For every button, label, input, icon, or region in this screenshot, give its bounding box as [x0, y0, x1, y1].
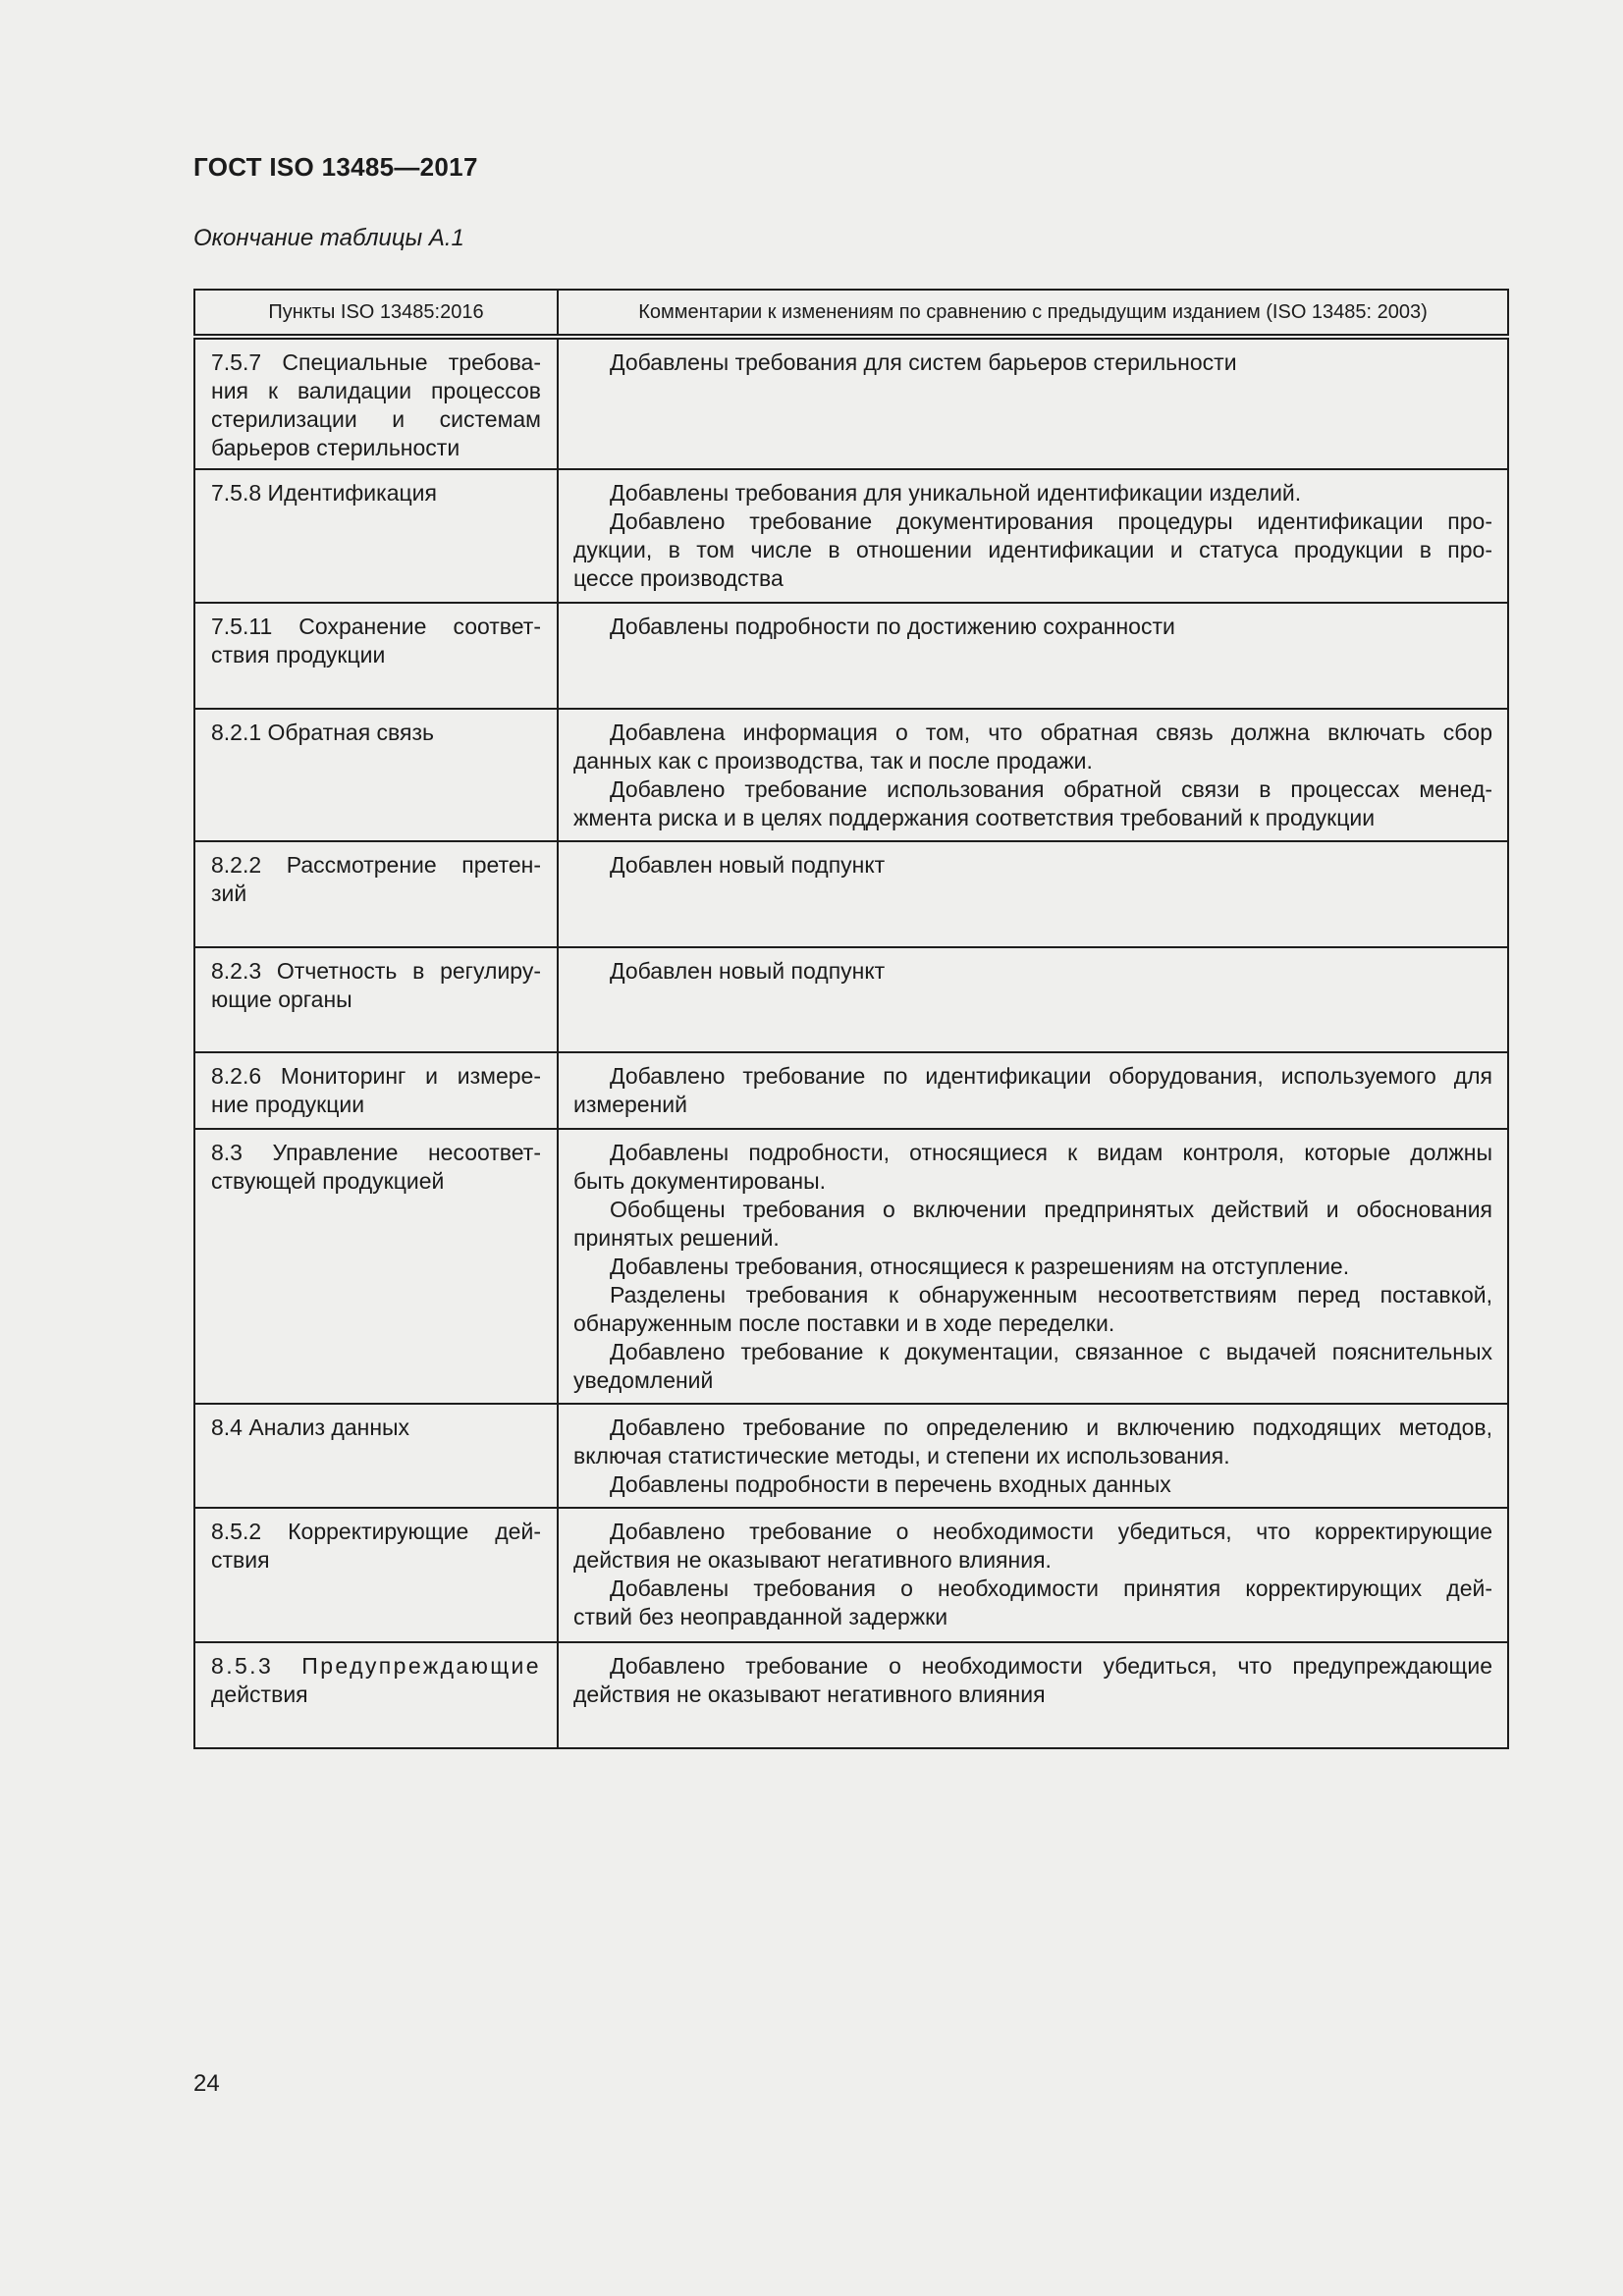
clause-cell	[194, 603, 558, 709]
text-line: Добавлено требование документирования процедуры идентификации про-	[610, 508, 1492, 534]
text-line: ющие органы	[211, 987, 352, 1012]
comment-paragraph	[573, 1281, 1492, 1338]
text-line: 8.5.2 Корректирующие дей-	[211, 1519, 541, 1544]
text-line: 8.2.6 Мониторинг и измере-	[211, 1063, 541, 1089]
comment-paragraph	[573, 775, 1492, 832]
table-row	[194, 1642, 1508, 1748]
clause-cell	[194, 469, 558, 603]
text-line: действия не оказывают негативного влияния	[573, 1682, 1046, 1707]
comments-cell	[558, 1642, 1508, 1748]
table-row	[194, 947, 1508, 1052]
text-line: барьеров стерильности	[211, 435, 460, 460]
text-line: ствия продукции	[211, 642, 386, 667]
text-line: Добавлены требования для уникальной идентификации изделий.	[610, 480, 1302, 506]
text-line: 7.5.7 Специальные требова-	[211, 349, 541, 375]
comment-paragraph	[573, 1652, 1492, 1709]
clause-cell	[194, 947, 558, 1052]
clause-text	[211, 1062, 541, 1119]
table-row	[194, 841, 1508, 947]
text-line: Добавлены подробности, относящиеся к видам контроля, которые должны	[610, 1140, 1492, 1165]
text-line: обнаруженным после поставки и в ходе переделки.	[573, 1310, 1115, 1336]
text-line: быть документированы.	[573, 1168, 827, 1194]
comments-cell	[558, 469, 1508, 603]
clause-text	[211, 1518, 541, 1575]
comment-paragraph	[573, 851, 1492, 880]
comment-paragraph	[573, 507, 1492, 593]
text-line: Добавлены требования, относящиеся к разрешениям на отступление.	[610, 1254, 1350, 1279]
text-line: 8.2.2 Рассмотрение претен-	[211, 852, 541, 878]
text-line: Добавлен новый подпункт	[610, 958, 886, 984]
clause-cell	[194, 841, 558, 947]
document-code: ГОСТ ISO 13485—2017	[193, 152, 478, 182]
comment-paragraph	[573, 613, 1492, 641]
table-row	[194, 1404, 1508, 1508]
text-line: ствующей продукцией	[211, 1168, 445, 1194]
comments-cell	[558, 709, 1508, 841]
comment-paragraph	[573, 348, 1492, 377]
text-line: ствия	[211, 1547, 270, 1573]
comment-paragraph	[573, 1338, 1492, 1395]
text-line: зий	[211, 881, 247, 906]
text-line: уведомлений	[573, 1367, 714, 1393]
column-header-comments: Комментарии к изменениям по сравнению с предыдущим изданием (ISO 13485: 2003)	[558, 290, 1508, 337]
text-line: Добавлено требование о необходимости убедиться, что предупреждающие	[610, 1653, 1492, 1679]
text-line: включая статистические методы, и степени их использования.	[573, 1443, 1230, 1468]
text-line: принятых решений.	[573, 1225, 780, 1251]
text-line: ние продукции	[211, 1092, 365, 1117]
clause-cell	[194, 1404, 558, 1508]
text-line: Добавлено требование по определению и включению подходящих методов,	[610, 1415, 1492, 1440]
comments-cell	[558, 603, 1508, 709]
comments-cell	[558, 947, 1508, 1052]
comments-cell	[558, 337, 1508, 469]
clause-text	[211, 613, 541, 669]
text-line: Добавлено требование к документации, связанное с выдачей пояснительных	[610, 1339, 1492, 1364]
comments-cell	[558, 1129, 1508, 1404]
clause-cell	[194, 1129, 558, 1404]
text-line: измерений	[573, 1092, 687, 1117]
table-row	[194, 337, 1508, 469]
comments-cell	[558, 1404, 1508, 1508]
clause-text	[211, 1414, 541, 1442]
clause-cell	[194, 1508, 558, 1642]
text-line: 7.5.8 Идентификация	[211, 480, 437, 506]
text-line: Добавлен новый подпункт	[610, 852, 886, 878]
clause-cell	[194, 1642, 558, 1748]
clause-text	[211, 348, 541, 462]
text-line: Добавлена информация о том, что обратная связь должна включать сбор	[610, 720, 1492, 745]
text-line: ния к валидации процессов	[211, 378, 541, 403]
text-line: 8.2.1 Обратная связь	[211, 720, 435, 745]
text-line: 7.5.11 Сохранение соответ-	[211, 614, 541, 639]
text-line: Добавлены подробности по достижению сохранности	[610, 614, 1175, 639]
comment-paragraph	[573, 479, 1492, 507]
text-line: 8.5.3 Предупреждающие	[211, 1653, 541, 1679]
text-line: Добавлены требования для систем барьеров стерильности	[610, 349, 1237, 375]
text-line: дукции, в том числе в отношении идентификации и статуса продукции в про-	[573, 537, 1492, 562]
comment-paragraph	[573, 1575, 1492, 1631]
changes-table	[193, 289, 1509, 1749]
clause-text	[211, 479, 541, 507]
clause-text	[211, 1652, 541, 1709]
text-line: цессе производства	[573, 565, 784, 591]
table-header	[194, 290, 1508, 337]
comment-paragraph	[573, 1196, 1492, 1253]
clause-text	[211, 957, 541, 1014]
clause-cell	[194, 337, 558, 469]
text-line: Добавлены требования о необходимости принятия корректирующих дей-	[610, 1575, 1492, 1601]
comment-paragraph	[573, 1414, 1492, 1470]
table-row	[194, 1508, 1508, 1642]
table-row	[194, 709, 1508, 841]
text-line: 8.2.3 Отчетность в регулиру-	[211, 958, 541, 984]
text-line: 8.3 Управление несоответ-	[211, 1140, 541, 1165]
table-row	[194, 1129, 1508, 1404]
text-line: ствий без неоправданной задержки	[573, 1604, 948, 1629]
text-line: данных как с производства, так и после продажи.	[573, 748, 1093, 774]
text-line: Добавлено требование использования обратной связи в процессах менед-	[610, 776, 1492, 802]
comment-paragraph	[573, 1062, 1492, 1119]
table-row	[194, 603, 1508, 709]
comment-paragraph	[573, 719, 1492, 775]
table-body	[194, 337, 1508, 1748]
text-line: жмента риска и в целях поддержания соответствия требований к продукции	[573, 805, 1376, 830]
text-line: Добавлено требование по идентификации оборудования, используемого для	[610, 1063, 1492, 1089]
text-line: Обобщены требования о включении предпринятых действий и обоснования	[610, 1197, 1492, 1222]
text-line: Добавлены подробности в перечень входных данных	[610, 1471, 1171, 1497]
comment-paragraph	[573, 1253, 1492, 1281]
comments-cell	[558, 1508, 1508, 1642]
clause-cell	[194, 709, 558, 841]
table-row	[194, 469, 1508, 603]
comment-paragraph	[573, 957, 1492, 986]
clause-text	[211, 851, 541, 908]
text-line: 8.4 Анализ данных	[211, 1415, 410, 1440]
clause-cell	[194, 1052, 558, 1129]
header-row	[194, 290, 1508, 337]
page-number: 24	[193, 2070, 220, 2097]
comment-paragraph	[573, 1518, 1492, 1575]
text-line: Добавлено требование о необходимости убедиться, что корректирующие	[610, 1519, 1492, 1544]
text-line: Разделены требования к обнаруженным несоответствиям перед поставкой,	[610, 1282, 1492, 1308]
comment-paragraph	[573, 1470, 1492, 1499]
comments-cell	[558, 841, 1508, 947]
text-line: действия	[211, 1682, 308, 1707]
comments-cell	[558, 1052, 1508, 1129]
table-row	[194, 1052, 1508, 1129]
table-caption: Окончание таблицы А.1	[193, 225, 464, 251]
clause-text	[211, 1139, 541, 1196]
text-line: стерилизации и системам	[211, 406, 541, 432]
comment-paragraph	[573, 1139, 1492, 1196]
column-header-clauses: Пункты ISO 13485:2016	[194, 290, 558, 337]
clause-text	[211, 719, 541, 747]
text-line: действия не оказывают негативного влияния.	[573, 1547, 1052, 1573]
